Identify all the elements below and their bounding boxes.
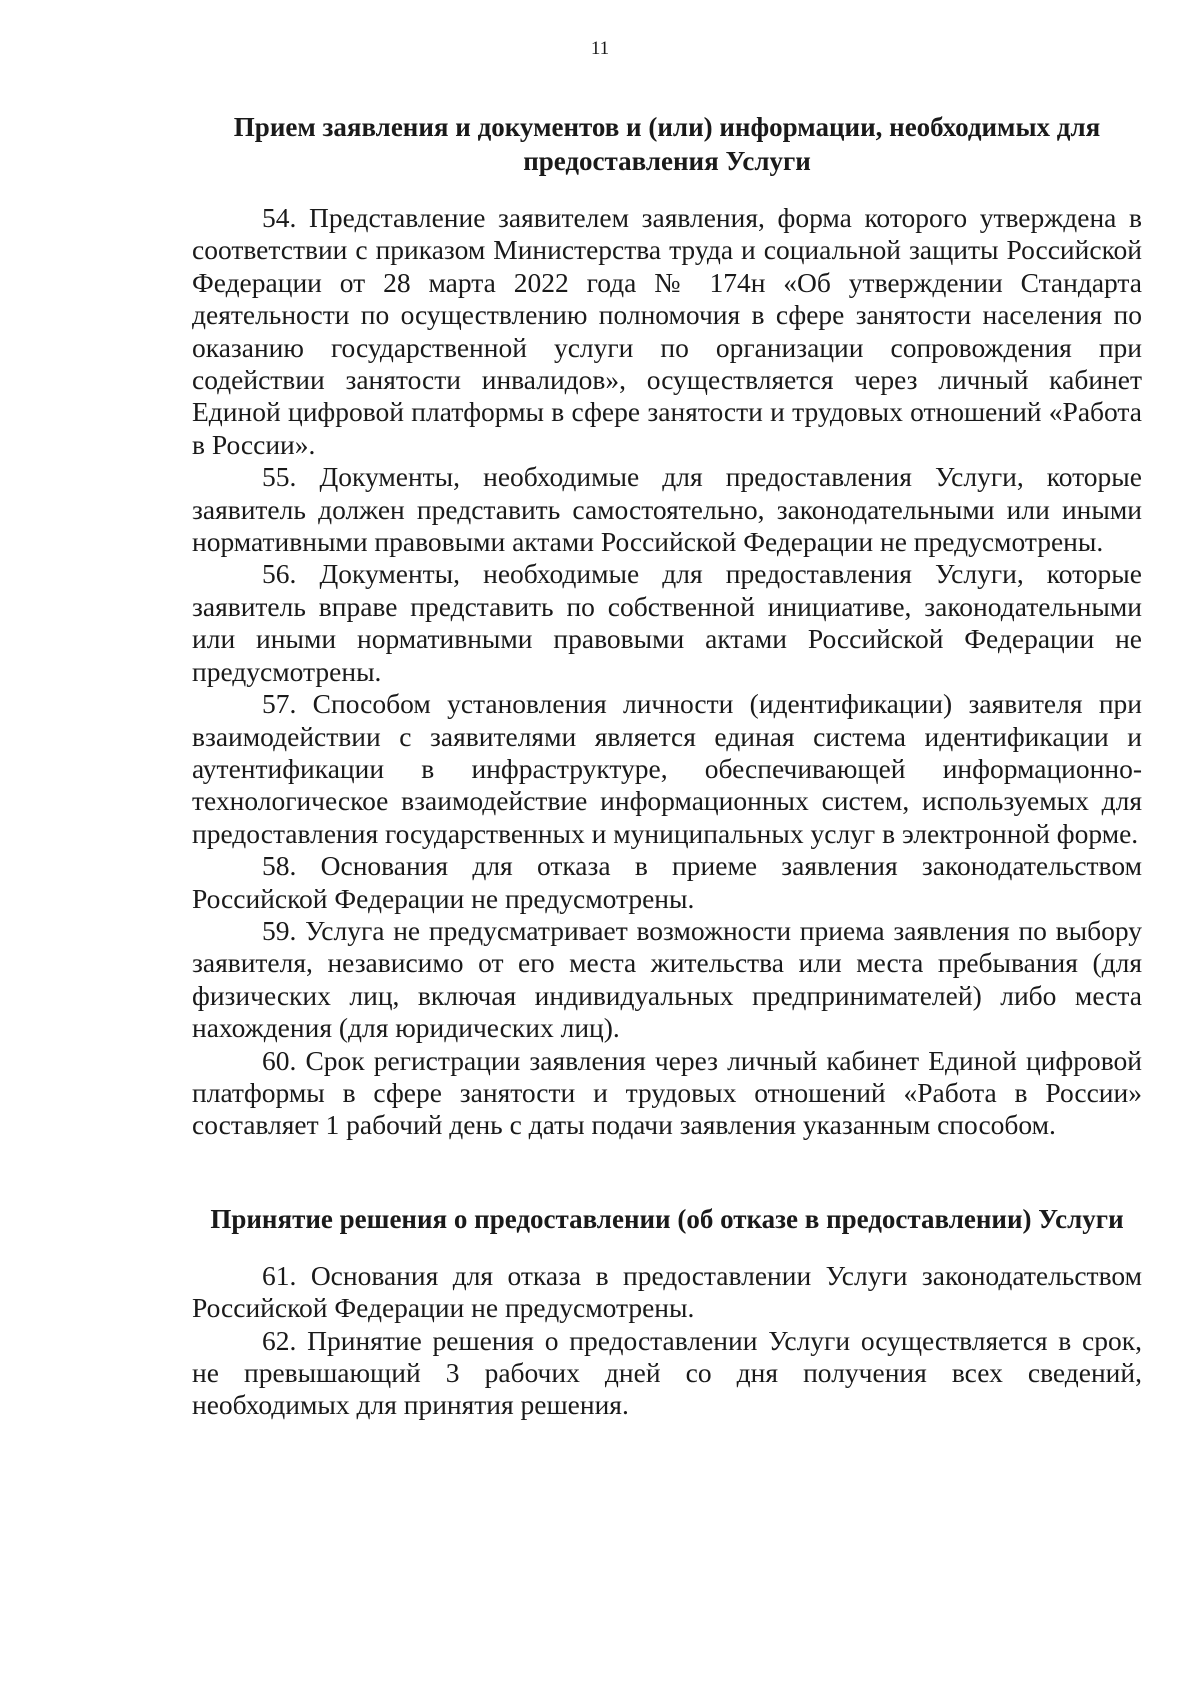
paragraph-56: 56. Документы, необходимые для предоставления Услуги, которые заявитель вправе представить по собственной инициативе, законодательными или иными нормативными правовыми актами Российской Федерации не предусмотрены. <box>192 558 1142 687</box>
paragraph-54: 54. Представление заявителем заявления, форма которого утверждена в соответствии с приказом Министерства труда и социальной защиты Российской Федерации от 28 марта 2022 года № 174н «Об утверждении Стандарта деятельности по осуществлению полномочия в сфере занятости населения по оказанию государственной услуги по организации сопровождения при содействии занятости инвалидов», осуществляется через личный кабинет Единой цифровой платформы в сфере занятости и трудовых отношений «Работа в России». <box>192 202 1142 460</box>
paragraph-59: 59. Услуга не предусматривает возможности приема заявления по выбору заявителя, независимо от его места жительства или места пребывания (для физических лиц, включая индивидуальных предпринимателей) либо места нахождения (для юридических лиц). <box>192 914 1142 1044</box>
paragraph-61: 61. Основания для отказа в предоставлении Услуги законодательством Российской Федерации не предусмотрены. <box>192 1259 1142 1324</box>
page-number: 11 <box>590 38 610 59</box>
section-heading: Принятие решения о предоставлении (об отказе в предоставлении) Услуги <box>210 1203 1124 1234</box>
paragraph-55: 55. Документы, необходимые для предоставления Услуги, которые заявитель должен представить самостоятельно, законодательными или иными нормативными правовыми актами Российской Федерации не предусмотрены. <box>192 461 1142 558</box>
paragraph-57: 57. Способом установления личности (идентификации) заявителя при взаимодействии с заявителями является единая система идентификации и аутентификации в инфраструктуре, обеспечивающей информационно-технологическое взаимодействие информационных систем, используемых для предоставления государственных и муниципальных услуг в электронной форме. <box>192 688 1142 849</box>
document-body <box>192 110 1142 1422</box>
section-paragraphs <box>192 1260 1142 1422</box>
section-heading: Прием заявления и документов и (или) информации, необходимых для предоставления Услуги <box>233 112 1101 176</box>
paragraph-58: 58. Основания для отказа в приеме заявления законодательством Российской Федерации не предусмотрены. <box>192 850 1142 914</box>
paragraph-62: 62. Принятие решения о предоставлении Услуги осуществляется в срок, не превышающий 3 рабочих дней со дня получения всех сведений, необходимых для принятия решения. <box>192 1324 1142 1421</box>
paragraph-60: 60. Срок регистрации заявления через личный кабинет Единой цифровой платформы в сфере занятости и трудовых отношений «Работа в России» составляет 1 рабочий день с даты подачи заявления указанным способом. <box>192 1044 1142 1141</box>
section-paragraphs <box>192 202 1142 1142</box>
